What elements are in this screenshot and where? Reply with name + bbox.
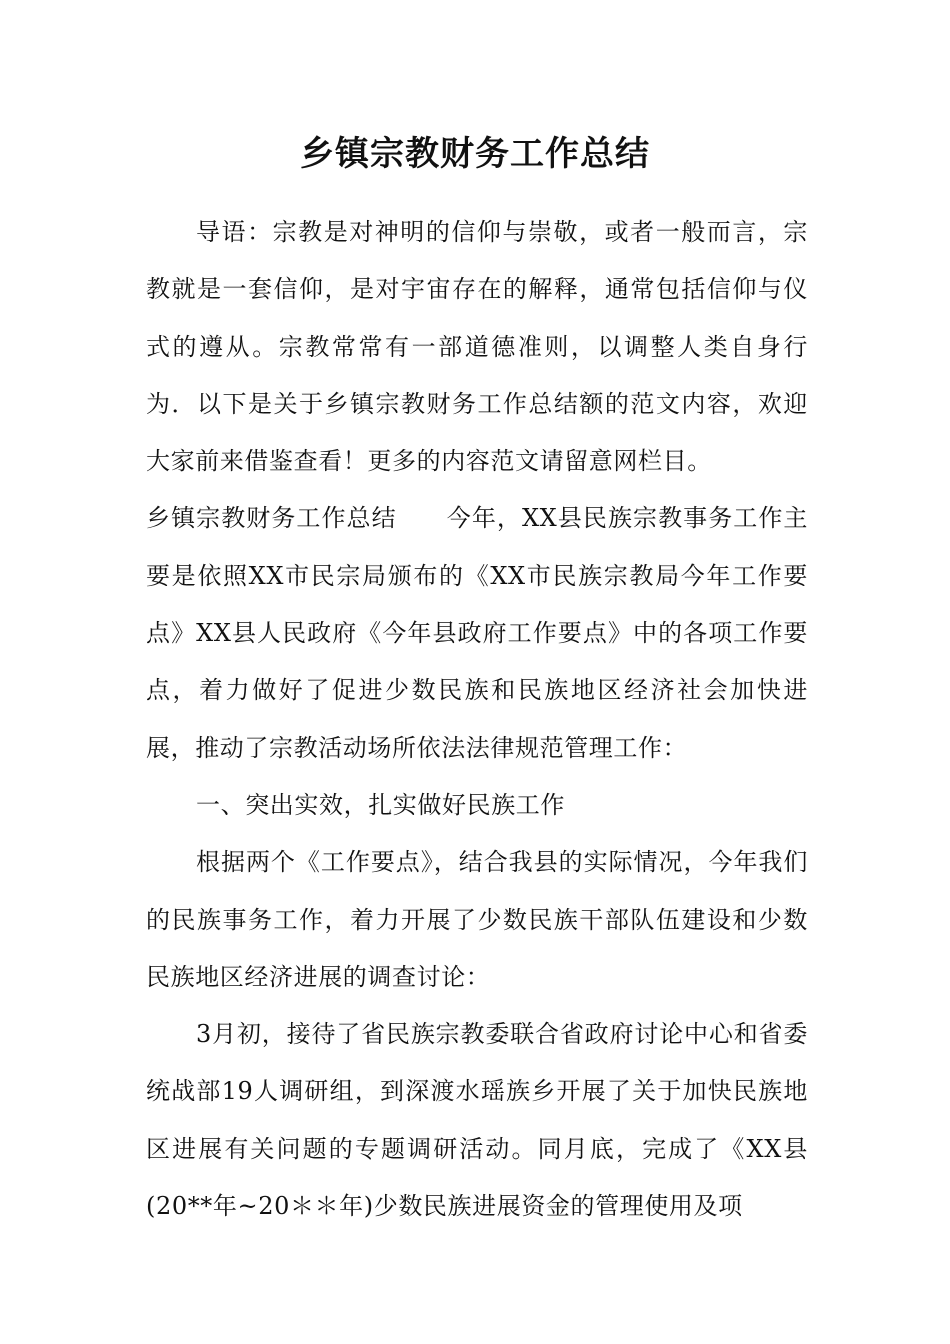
document-title: 乡镇宗教财务工作总结 <box>300 134 650 174</box>
section-detail-paragraph: 3月初，接待了省民族宗教委联合省政府讨论中心和省委统战部19人调研组，到深渡水瑶族乡开展了关于加快民族地区进展有关问题的专题调研活动。同月底，完成了《XX县(20**年~20＊＊年)少数民族进展资金的管理使用及项 <box>146 1020 808 1221</box>
section-heading: 一、突出实效，扎实做好民族工作 <box>196 790 565 819</box>
document-body <box>146 204 808 1235</box>
intro-paragraph: 导语：宗教是对神明的信仰与崇敬，或者一般而言，宗教就是一套信仰，是对宇宙存在的解释，通常包括信仰与仪式的遵从。宗教常常有一部道德准则，以调整人类自身行为．以下是关于乡镇宗教财务工作总结额的范文内容，欢迎大家前来借鉴查看！更多的内容范文请留意网栏目。 <box>146 218 808 476</box>
opening-paragraph: 乡镇宗教财务工作总结 今年，XX县民族宗教事务工作主要是依照XX市民宗局颁布的《XX市民族宗教局今年工作要点》XX县人民政府《今年县政府工作要点》中的各项工作要点，着力做好了促进少数民族和民族地区经济社会加快进展，推动了宗教活动场所依法法律规范管理工作： <box>146 504 808 762</box>
section-paragraph: 根据两个《工作要点》，结合我县的实际情况，今年我们的民族事务工作，着力开展了少数民族干部队伍建设和少数民族地区经济进展的调查讨论： <box>146 848 808 991</box>
